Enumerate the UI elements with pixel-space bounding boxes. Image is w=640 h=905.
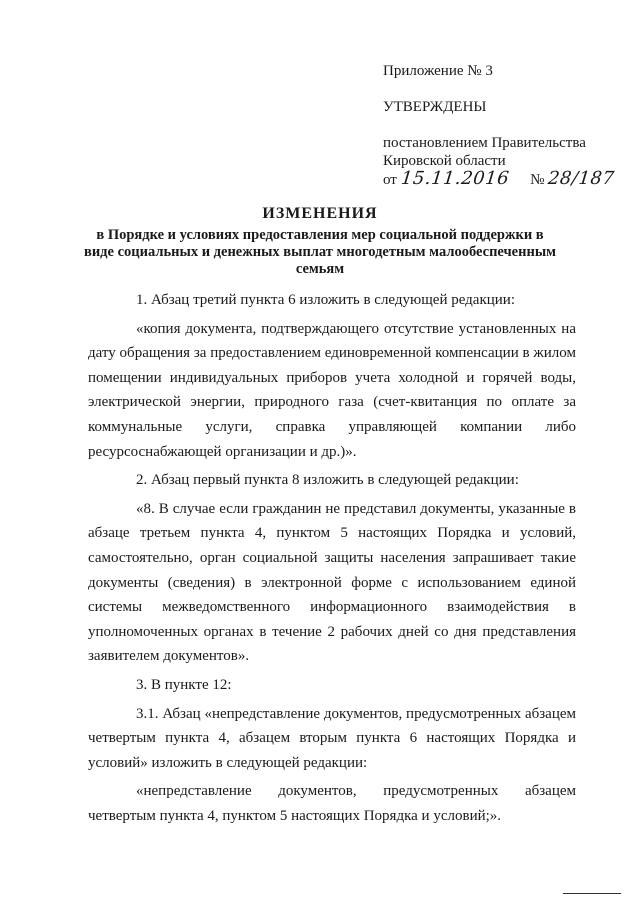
handwritten-date: 15.11.2016 (399, 168, 510, 189)
footer-rule (563, 893, 621, 894)
decree-line-2: Кировской области (383, 153, 506, 169)
appendix-label: Приложение № 3 (383, 63, 493, 79)
paragraph-2: «копия документа, подтверждающего отсутствие установленных на дату обращения за предоставлением единовременной компенсации в жилом помещении индивидуальных приборов учета холодной и горячей воды, электрической энергии, природного газа (счет-квитанция по оплате за коммунальные услуги, справка управляющей компании либо ресурсоснабжающей организации и др.)». (88, 320, 576, 460)
title-subtitle: в Порядке и условиях предоставления мер социальной поддержки в виде социальных и денежных выплат многодетным малообеспеченным семьям (83, 227, 557, 277)
paragraph-5: 3. В пункте 12: (136, 676, 232, 693)
decree-date-number (383, 170, 623, 189)
from-label: от (383, 172, 397, 188)
paragraph-1: 1. Абзац третий пункта 6 изложить в следующей редакции: (136, 292, 516, 308)
paragraph-3: 2. Абзац первый пункта 8 изложить в следующей редакции: (136, 472, 519, 489)
number-label: № (530, 172, 545, 188)
approval-stamp (383, 62, 623, 189)
paragraph-6: 3.1. Абзац «непредставление документов, предусмотренных абзацем четвертым пункта 4, абзацем вторым пункта 6 настоящих Порядка и условий» изложить в следующей редакции: (88, 705, 576, 771)
handwritten-number: 28/187 (547, 168, 616, 189)
paragraph-7: «непредставление документов, предусмотренных абзацем четвертым пункта 4, пунктом 5 настоящих Порядка и условий;». (88, 783, 576, 824)
document-title (80, 205, 560, 278)
decree-line-1: постановлением Правительства (383, 135, 586, 151)
approved-label: УТВЕРЖДЕНЫ (383, 99, 487, 115)
document-body (88, 288, 576, 828)
paragraph-4: «8. В случае если гражданин не представил документы, указанные в абзаце третьем пункта 4, пунктом 5 настоящих Порядка и условий, самостоятельно, орган социальной защиты населения запрашивает такие документы (сведения) в электронной форме с использованием единой системы межведомственного информационного взаимодействия в уполномоченных органах в течение 2 рабочих дней со дня представления заявителем документов». (88, 500, 576, 665)
title-main: ИЗМЕНЕНИЯ (262, 205, 378, 222)
